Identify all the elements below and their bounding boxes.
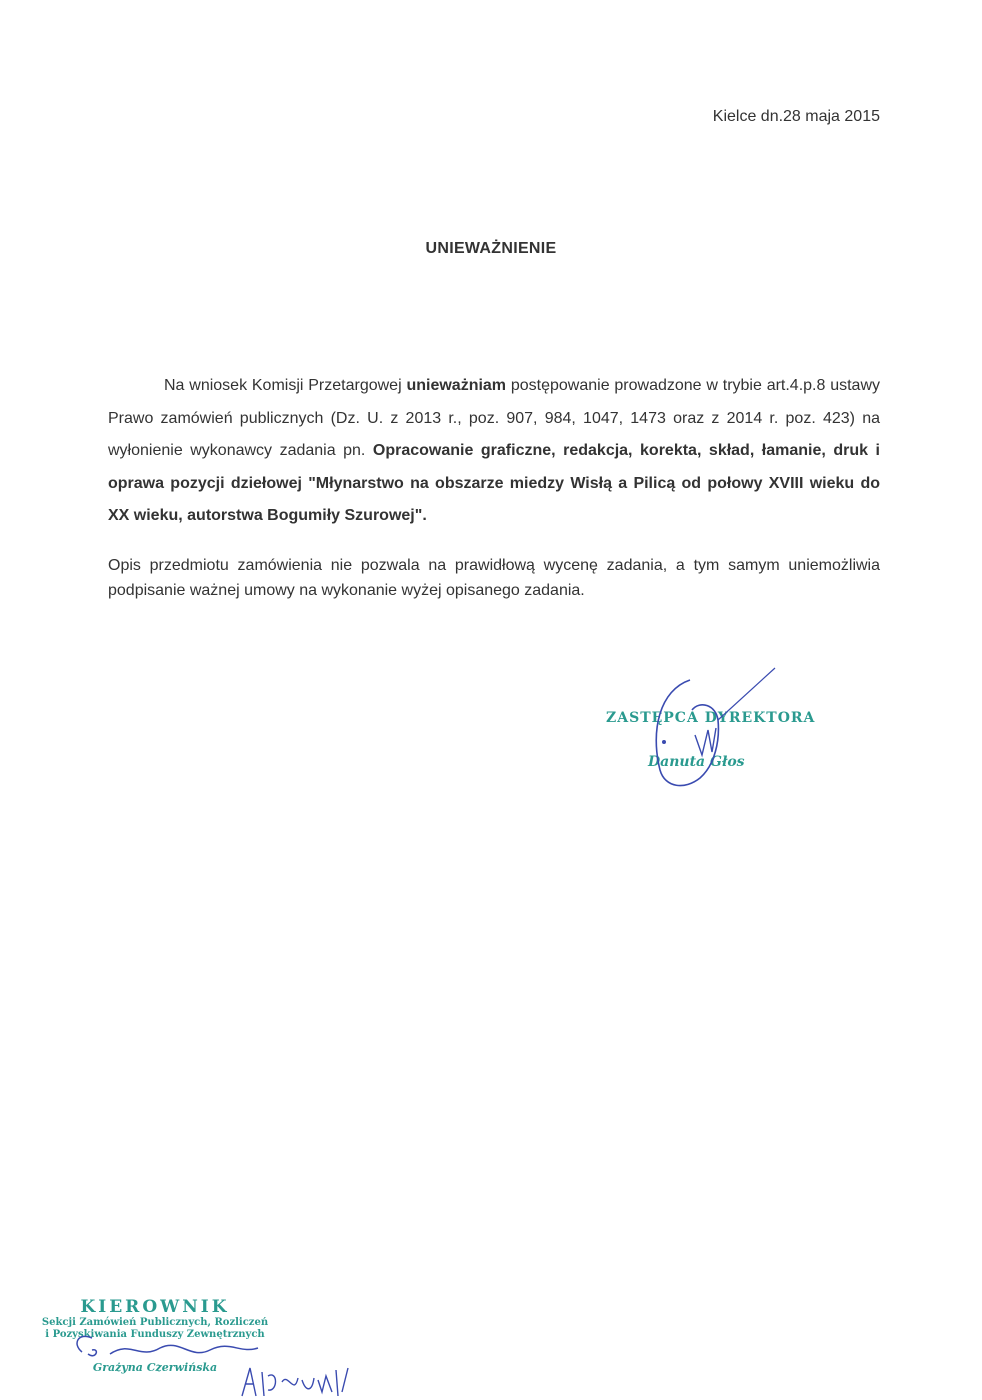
stamp-deputy-name: Danuta Głos <box>648 754 745 770</box>
stamp-head-name: Grażyna Czerwińska <box>92 1361 218 1374</box>
stamp-head-line2: i Pozyskiwania Funduszy Zewnętrznych <box>45 1329 265 1340</box>
paragraph-decision-keyword: unieważniam <box>406 377 507 394</box>
paragraph-decision-intro: Na wniosek Komisji Przetargowej <box>164 377 407 394</box>
stamp-head-heading: KIEROWNIK <box>80 1297 230 1317</box>
document-title: UNIEWAŻNIENIE <box>425 240 557 257</box>
stamp-head-line1: Sekcji Zamówień Publicznych, Rozliczeń <box>41 1317 269 1328</box>
document-body <box>108 370 880 603</box>
paragraph-decision-legal-basis: postępowanie prowadzone w trybie art.4.p.8 ustawy Prawo zamówień publicznych (Dz. U. z 2013 r., poz. 907, 984, 1047, 1473 oraz z 2014 r. poz. 423) na wyłonienie wykonawcy zadania pn. <box>108 377 880 459</box>
deputy-signature <box>630 660 790 795</box>
paragraph-justification: Opis przedmiotu zamówienia nie pozwala na prawidłową wycenę zadania, a tym samym uniemożliwia podpisanie ważnej umowy na wykonanie wyżej opisanego zadania. <box>108 556 880 599</box>
stamp-deputy-title: ZASTĘPCA DYREKTORA <box>606 710 816 726</box>
paragraph-decision <box>108 370 880 533</box>
paragraph-decision-task-name: Opracowanie graficzne, redakcja, korekta, skład, łamanie, druk i oprawa pozycji dziełowej "Młynarstwo na obszarze miedzy Wisłą a Pilicą od połowy XVIII wieku do XX wieku, autorstwa Bogumiły Szurowej". <box>108 442 880 524</box>
date-line: Kielce dn.28 maja 2015 <box>712 108 880 125</box>
initials-signature <box>238 1362 358 1400</box>
